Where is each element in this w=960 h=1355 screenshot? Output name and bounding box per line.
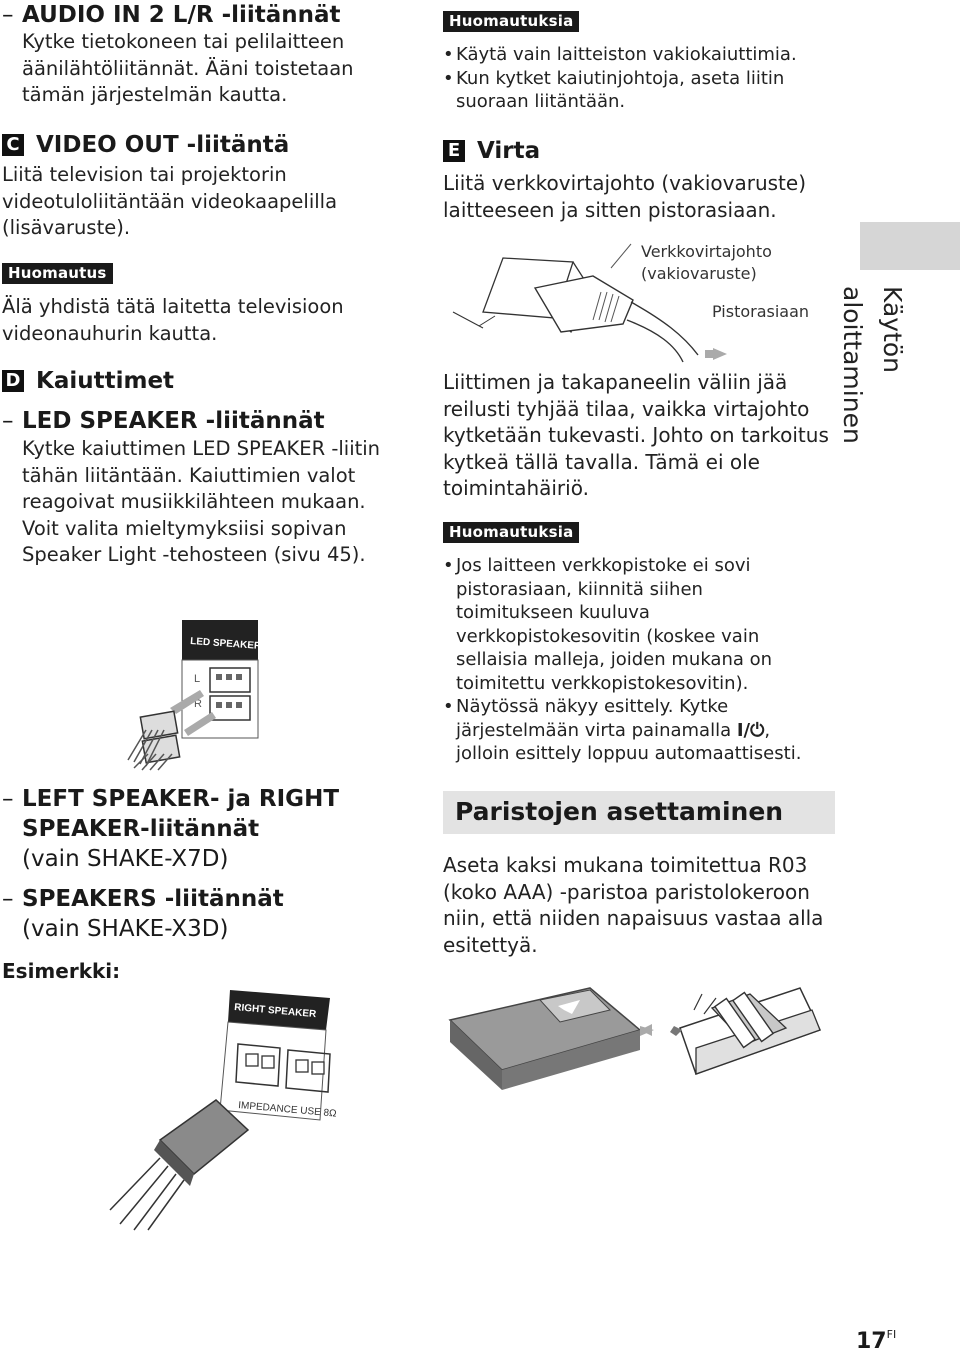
page-number: $17^{FI}$ xyxy=(856,1328,897,1354)
section-tab-marker xyxy=(860,222,960,270)
batteries-heading-bar xyxy=(443,791,835,834)
note-badge-video: Huomautus xyxy=(2,263,113,284)
speakers-x3d-heading: – SPEAKERS -liitännät (vain SHAKE-X3D) xyxy=(2,884,402,944)
section-letter-c: C xyxy=(2,134,24,156)
note-badge-speakers: Huomautuksia xyxy=(443,11,579,32)
power-body-2: Liittimen ja takapaneelin väliin jää reilusti tyhjää tilaa, vaikka virtajohto kytketään tukevasti. Johto on tarkoitus kytkeä tällä tavalla. Tämä ei ole toimintahäiriö. xyxy=(443,370,829,500)
right-speaker-figure xyxy=(120,990,380,1230)
page-lang: FI xyxy=(886,1328,897,1341)
batteries-body: Aseta kaksi mukana toimitettua R03 (koko AAA) -paristoa paristolokeroon niin, että niiden napaisuus vastaa alla esitettyä. xyxy=(443,853,824,957)
note-badge-power: Huomautuksia xyxy=(443,522,579,543)
audio-in-heading: – AUDIO IN 2 L/R -liitännät xyxy=(2,0,402,30)
cord-label: Verkkovirtajohto (vakiovaruste) xyxy=(641,242,772,283)
battery-insert-figure xyxy=(440,970,840,1110)
led-speaker-figure xyxy=(130,610,290,770)
power-body: Liitä verkkovirtajohto (vakiovaruste) laitteeseen ja sitten pistorasiaan. xyxy=(443,171,807,222)
led-speaker-body: Kytke kaiuttimen LED SPEAKER -liitin tähän liitäntään. Kaiuttimien valot reagoivat musiikkilähteen mukaan. Voit valita mieltymyksiisi sopivan Speaker Light -tehosteen (sivu 45). xyxy=(22,437,381,566)
led-speaker-heading: – LED SPEAKER -liitännät xyxy=(2,406,402,436)
example-label: Esimerkki: xyxy=(2,959,121,983)
led-speaker-panel-label: LED SPEAKER xyxy=(189,636,262,652)
batteries-heading: Paristojen asettaminen xyxy=(455,797,784,826)
power-heading: E Virta xyxy=(443,136,823,166)
left-right-speaker-heading: – LEFT SPEAKER- ja RIGHT SPEAKER-liitännät (vain SHAKE-X7D) xyxy=(2,784,402,874)
lr-model-note: (vain SHAKE-X7D) xyxy=(22,846,229,872)
power-symbol: I/⏻ xyxy=(736,719,765,741)
led-r-label: R xyxy=(194,698,202,710)
section-tab-label: Käytön aloittaminen xyxy=(838,286,907,444)
list-item: • Näytössä näkyy esittely. Kytke järjestelmään virta painamalla I/⏻, jolloin esittely loppuu automaattisesti. xyxy=(443,695,823,766)
section-letter-d: D xyxy=(2,370,24,392)
list-item: • Jos laitteen verkkopistoke ei sovi pistorasiaan, kiinnitä siihen toimitukseen kuuluva verkkopistokesovitin (koskee vain sellaisia malleja, joiden mukana on toimitettu verkkopistokesovitin). xyxy=(443,554,823,695)
sp-model-note: (vain SHAKE-X3D) xyxy=(22,916,229,942)
outlet-label: Pistorasiaan xyxy=(712,302,810,321)
impedance-label: IMPEDANCE USE 8Ω xyxy=(237,1100,337,1120)
list-item: • Käytä vain laitteiston vakiokaiuttimia. xyxy=(443,43,823,67)
speaker-notes-list xyxy=(443,43,823,114)
power-notes-list xyxy=(443,554,823,766)
video-out-heading: C VIDEO OUT -liitäntä xyxy=(2,130,402,160)
right-speaker-panel-label: RIGHT SPEAKER xyxy=(233,1002,317,1021)
speakers-heading: D Kaiuttimet xyxy=(2,366,402,396)
audio-in-body: Kytke tietokoneen tai pelilaitteen äänilähtöliitännät. Ääni toistetaan tämän järjestelmän kautta. xyxy=(22,30,354,106)
list-item: • Kun kytket kaiutinjohtoja, aseta liitin suoraan liitäntään. xyxy=(443,67,823,114)
video-out-body: Liitä television tai projektorin videotuloliitäntään videokaapelilla (lisävaruste). xyxy=(2,163,338,239)
led-l-label: L xyxy=(194,673,201,685)
section-letter-e: E xyxy=(443,140,465,162)
video-out-note: Älä yhdistä tätä laitetta televisioon videonauhurin kautta. xyxy=(2,295,344,345)
